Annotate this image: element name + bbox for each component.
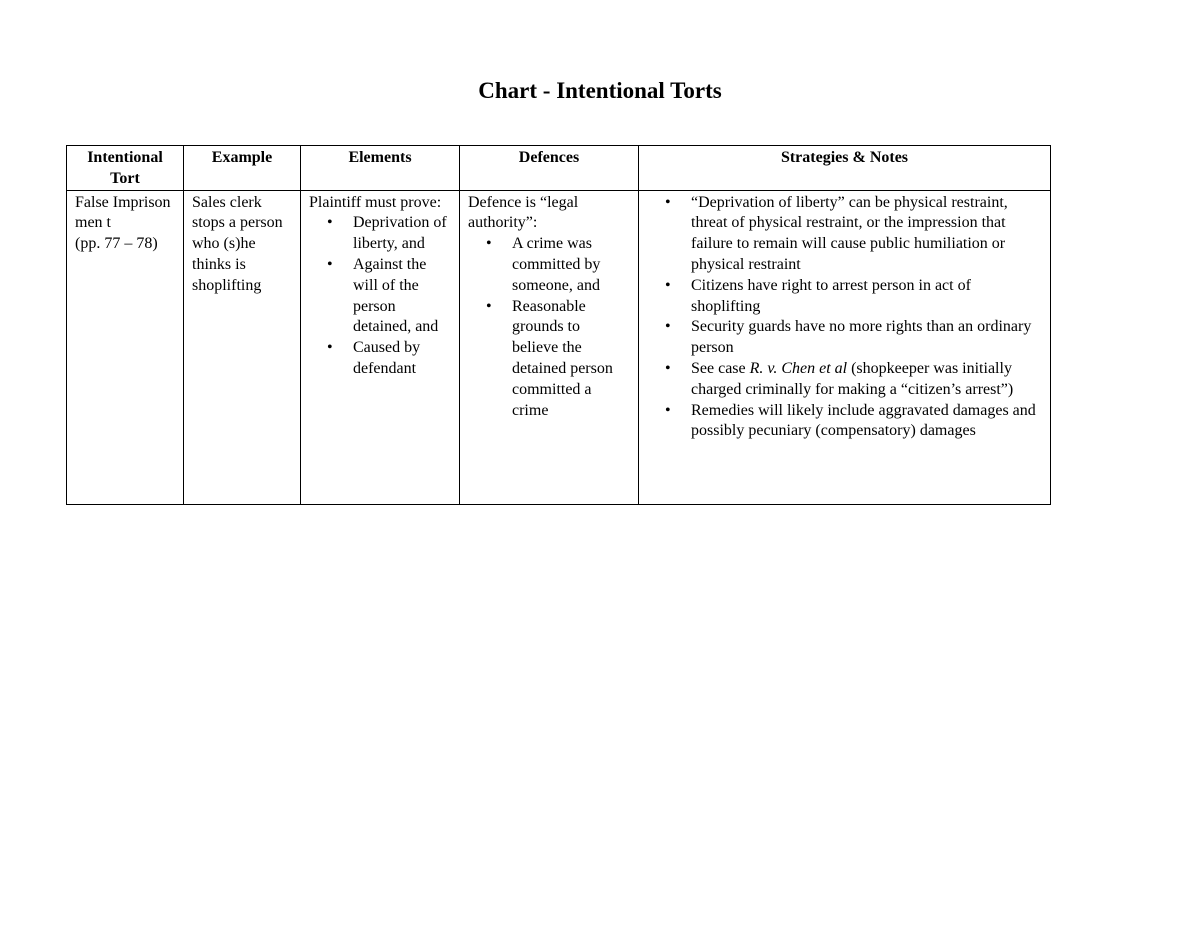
header-example: Example: [184, 146, 301, 191]
torts-table: [66, 145, 1051, 505]
list-item-text: Caused by defendant: [353, 339, 421, 377]
cell-defences: [460, 190, 639, 504]
list-item: [647, 276, 1042, 318]
notes-list: [647, 193, 1042, 443]
case-name: R. v. Chen et al: [749, 359, 848, 377]
list-item: [647, 401, 1042, 443]
page-title: Chart - Intentional Torts: [478, 78, 722, 103]
cell-example: [184, 190, 301, 504]
example-text: Sales clerk stops a person who (s)he thinks is shoplifting: [192, 193, 283, 294]
list-item-text: Citizens have right to arrest person in act of shoplifting: [691, 276, 971, 315]
bullet-icon: •: [665, 276, 671, 294]
bullet-icon: •: [486, 235, 492, 253]
header-strategies-notes: Strategies & Notes: [639, 146, 1051, 191]
defences-list: [468, 234, 630, 421]
header-defences: Defences: [460, 146, 639, 191]
list-item: [309, 213, 451, 255]
cell-strategies-notes: [639, 190, 1051, 504]
list-item-text: Deprivation of liberty, and: [353, 214, 447, 253]
list-item-text: Security guards have no more rights than an ordinary person: [691, 318, 1032, 357]
list-item-text: “Deprivation of liberty” can be physical restraint, threat of physical restraint, or the impression that failure to remain will cause public humiliation or physical restraint: [691, 193, 1008, 273]
tort-name: False Imprisonmen t: [75, 193, 171, 232]
bullet-icon: •: [665, 318, 671, 336]
bullet-icon: •: [665, 359, 671, 377]
bullet-icon: •: [665, 193, 671, 211]
cell-elements: [301, 190, 460, 504]
header-elements: Elements: [301, 146, 460, 191]
bullet-icon: •: [327, 339, 333, 357]
header-intentional-tort: Intentional Tort: [67, 146, 184, 191]
list-item-text: A crime was committed by someone, and: [512, 235, 601, 294]
list-item: [468, 297, 630, 422]
table-row: [67, 190, 1051, 504]
bullet-icon: •: [327, 255, 333, 273]
list-item-text: [691, 360, 1013, 398]
tort-pages: (pp. 77 – 78): [75, 235, 158, 253]
bullet-icon: •: [665, 401, 671, 419]
list-item-text: Remedies will likely include aggravated damages and possibly pecuniary (compensatory) damages: [691, 401, 1036, 440]
list-item-text: Reasonable grounds to believe the detained person committed a crime: [512, 297, 613, 419]
defences-intro: Defence is “legal authority”:: [468, 193, 579, 232]
elements-list: [309, 213, 451, 379]
list-item: [309, 255, 451, 338]
cell-tort: [67, 190, 184, 504]
bullet-icon: •: [327, 214, 333, 232]
elements-intro: Plaintiff must prove:: [309, 193, 442, 211]
list-item-text: Against the will of the person detained, and: [353, 255, 439, 336]
case-suffix: (shopkeeper was initially charged criminally for making a “citizen’s arrest”): [691, 359, 1014, 398]
list-item: [647, 359, 1042, 401]
table-header-row: [67, 146, 1051, 191]
list-item: [647, 317, 1042, 359]
case-prefix: See case: [691, 359, 750, 377]
list-item: [647, 193, 1042, 276]
list-item: [468, 234, 630, 296]
bullet-icon: •: [486, 297, 492, 315]
list-item: [309, 338, 451, 380]
